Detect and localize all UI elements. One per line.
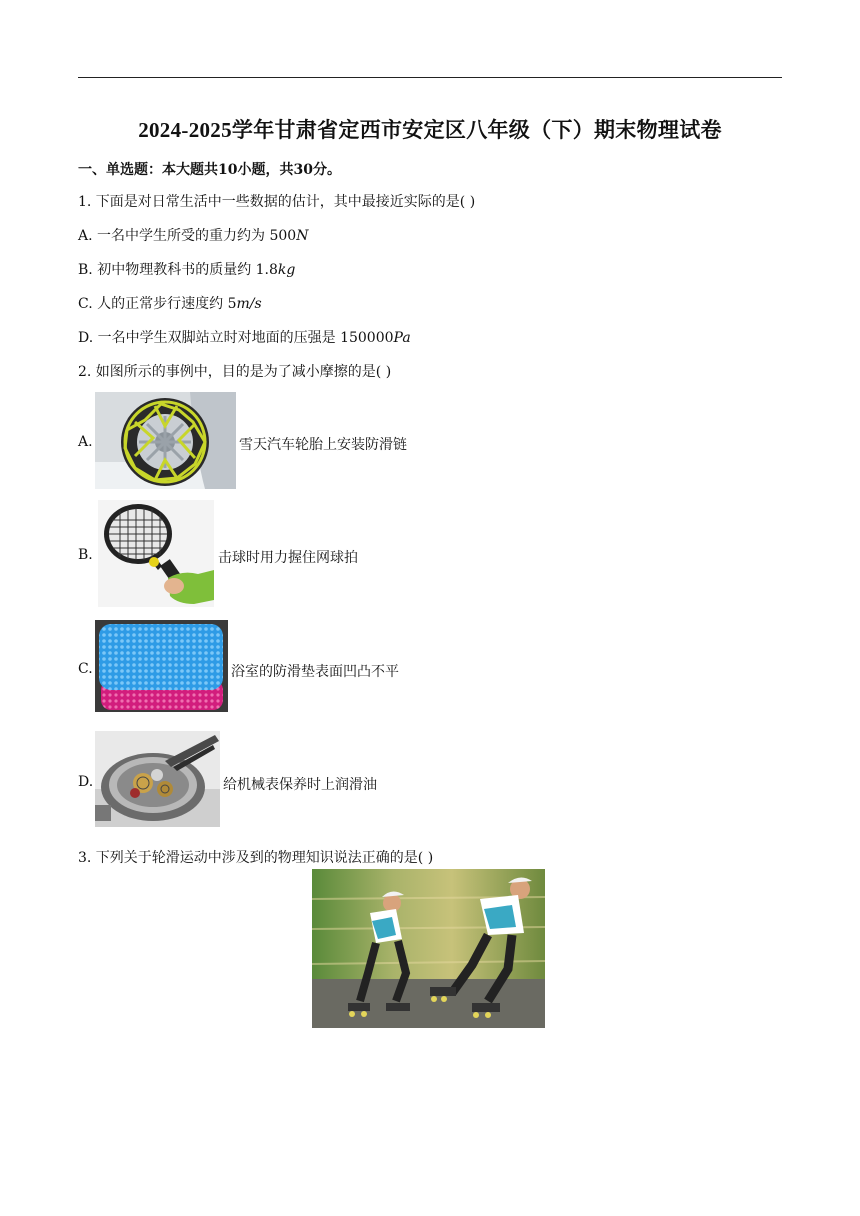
question-3-stem: 3. 下列关于轮滑运动中涉及到的物理知识说法正确的是( ) (78, 850, 434, 866)
q1-option-b[interactable]: B. 初中物理教科书的质量约 1.8kg (78, 262, 296, 278)
question-1-stem: 1. 下面是对日常生活中一些数据的估计，其中最接近实际的是( ) (78, 194, 476, 210)
q2-option-b-text: 击球时用力握住网球拍 (218, 550, 358, 566)
q2-option-d-label[interactable]: D. (78, 774, 94, 790)
tennis-racket-image (98, 500, 214, 607)
q2-option-b-label[interactable]: B. (78, 547, 93, 563)
header-rule (78, 77, 782, 78)
q2-option-c-text: 浴室的防滑垫表面凹凸不平 (231, 664, 399, 680)
q2-option-a-text: 雪天汽车轮胎上安装防滑链 (239, 437, 407, 453)
q1-option-d[interactable]: D. 一名中学生双脚站立时对地面的压强是 150000Pa (78, 330, 411, 346)
anti-slip-mat-image (95, 620, 228, 712)
q1-option-a[interactable]: A. 一名中学生所受的重力约为 500N (78, 228, 309, 244)
mechanical-watch-image (95, 731, 220, 827)
section-heading: 一、单选题：本大题共10小题，共30分。 (78, 162, 341, 178)
tire-snow-chain-image (95, 392, 236, 489)
q1-option-c[interactable]: C. 人的正常步行速度约 5m/s (78, 296, 262, 312)
question-2-stem: 2. 如图所示的事例中，目的是为了减小摩擦的是( ) (78, 364, 392, 380)
roller-skating-image (312, 869, 545, 1028)
q2-option-d-text: 给机械表保养时上润滑油 (223, 777, 377, 793)
q2-option-a-label[interactable]: A. (78, 434, 93, 450)
exam-title: 2024-2025学年甘肃省定西市安定区八年级（下）期末物理试卷 (138, 118, 722, 142)
q2-option-c-label[interactable]: C. (78, 661, 93, 677)
